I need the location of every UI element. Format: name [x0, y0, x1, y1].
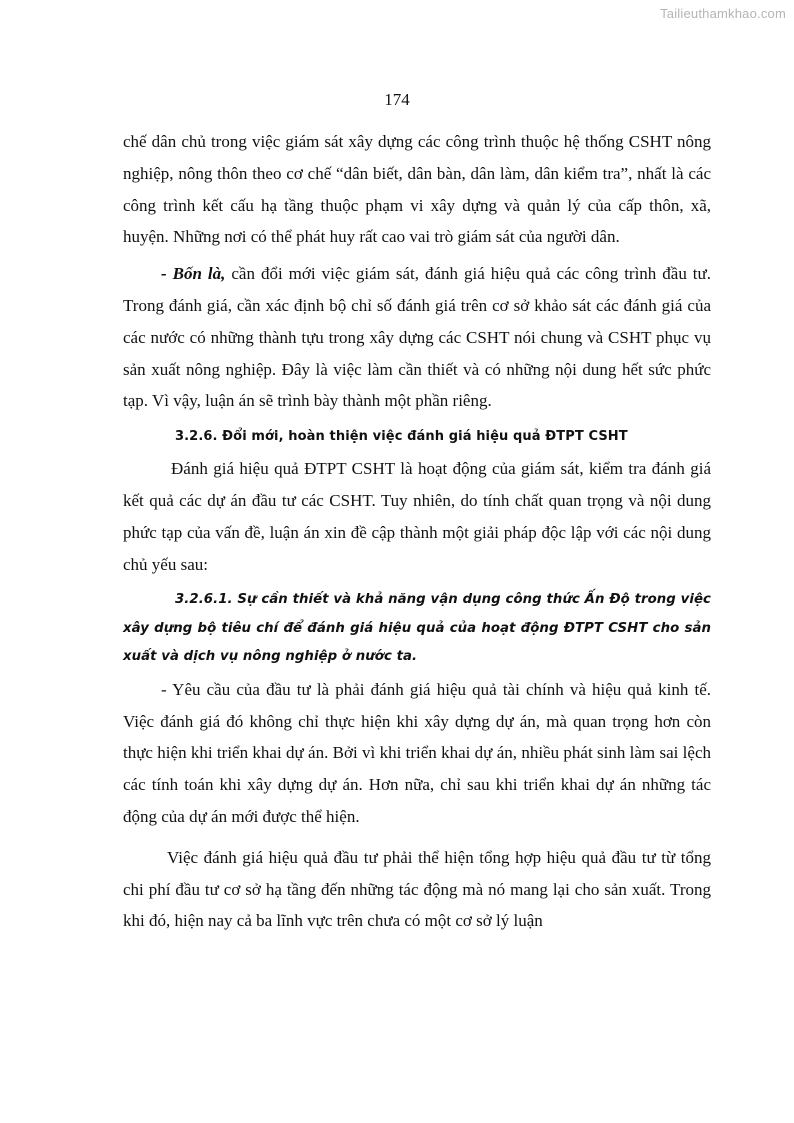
subsection-heading: 3.2.6.1. Sự cần thiết và khả năng vận dụng công thức Ấn Độ trong việc xây dựng bộ tiêu chí để đánh giá hiệu quả của hoạt động ĐTPT CSHT cho sản xuất và dịch vụ nông nghiệp ở nước ta. [123, 592, 711, 665]
section-heading: 3.2.6. Đổi mới, hoàn thiện việc đánh giá hiệu quả ĐTPT CSHT [175, 429, 628, 445]
paragraph-continuation: chế dân chủ trong việc giám sát xây dựng các công trình thuộc hệ thống CSHT nông nghiệp, nông thôn theo cơ chế “dân biết, dân bàn, dân làm, dân kiểm tra”, nhất là các công trình kết cấu hạ tầng thuộc phạm vi xây dựng và quản lý của cấp thôn, xã, huyện. Những nơi có thể phát huy rất cao vai trò giám sát của người dân. [123, 132, 711, 247]
paragraph-danh-gia: Đánh giá hiệu quả ĐTPT CSHT là hoạt động của giám sát, kiểm tra đánh giá kết quả các dự án đầu tư các CSHT. Tuy nhiên, do tính chất quan trọng và nội dung phức tạp của vấn đề, luận án xin đề cập thành một giải pháp độc lập với các nội dung chủ yếu sau: [123, 459, 711, 574]
paragraph-yeu-cau: - Yêu cầu của đầu tư là phải đánh giá hiệu quả tài chính và hiệu quả kinh tế. Việc đánh giá đó không chỉ thực hiện khi xây dựng dự án, mà quan trọng hơn còn thực hiện khi triển khai dự án. Bởi vì khi triển khai dự án, nhiều phát sinh làm sai lệch các tính toán khi xây dựng dự án. Hơn nữa, chỉ sau khi triển khai dự án những tác động của dự án mới được thể hiện. [123, 679, 711, 827]
paragraph-viec-danh-gia: Việc đánh giá hiệu quả đầu tư phải thể hiện tổng hợp hiệu quả đầu tư từ tổng chi phí đầu tư cơ sở hạ tầng đến những tác động mà nó mang lại cho sản xuất. Trong khi đó, hiện nay cả ba lĩnh vực trên chưa có một cơ sở lý luận [123, 847, 711, 931]
paragraph-text: cần đổi mới việc giám sát, đánh giá hiệu quả các công trình đầu tư. Trong đánh giá, cần xác định bộ chỉ số đánh giá trên cơ sở khảo sát các đánh giá của các nước có những thành tựu trong xây dựng các CSHT nói chung và CSHT phục vụ sản xuất nông nghiệp. Đây là việc làm cần thiết và có những nội dung hết sức phức tạp. Vì vậy, luận án sẽ trình bày thành một phần riêng. [123, 264, 711, 411]
paragraph-lead: - Bốn là, [161, 264, 226, 284]
page-number: 174 [384, 90, 410, 109]
paragraph-bon-la [123, 258, 711, 417]
watermark: Tailieuthamkhao.com [660, 6, 786, 21]
document-body [123, 126, 711, 937]
